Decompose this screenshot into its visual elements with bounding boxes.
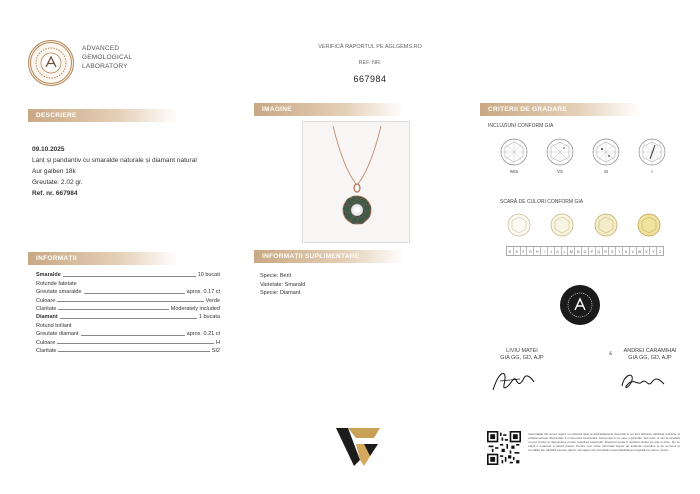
- color-diagrams: [506, 212, 662, 238]
- color-grade-cell: P: [589, 247, 596, 255]
- lab-name-line2: GEMOLOGICAL: [82, 54, 133, 61]
- description-line: Aur galben 18k: [32, 168, 76, 175]
- dotted-leader: [58, 351, 209, 352]
- details-value: aprox. 0.21 ct: [186, 331, 220, 338]
- color-grade-cell: S: [609, 247, 616, 255]
- inclusion-label: VS: [556, 169, 563, 174]
- color-grade-cell: Z: [659, 250, 662, 254]
- details-value: H: [216, 339, 220, 346]
- diamond-diagram-icon: [637, 137, 667, 167]
- gem-monogram-icon: [34, 46, 68, 80]
- inclusion-label: SI: [603, 169, 609, 174]
- details-row: [36, 295, 220, 303]
- color-grade-cell: W: [637, 247, 644, 255]
- details-key: Rotund briliant: [36, 322, 72, 329]
- details-value: 10 bucati: [197, 272, 220, 279]
- verify-report-link[interactable]: VERIFICĂ RAPORTUL PE AGLGEMS.RO: [318, 44, 422, 50]
- details-row: [36, 320, 220, 328]
- inclusion-diagram: [498, 137, 530, 174]
- details-key: Diamant: [36, 314, 58, 321]
- legal-disclaimer: Informațiile din acest raport nu reflectă doar la piatra/bijuteria descrisă și au fost obținute utilizând tehnicile și echipamentele disponibile în momentul examinării. Acest raport nu este o garanție. Nici AGL și nici semnatarii nu pot fi trași la răspundere pentru folosirea raportului. Raportul poate fi verificat online pe site-ul AGL. Nu se oferă o evaluare a valorii pietrei. Pentru mai multe informații legate de acțiunile specifice și de termenii și condițiile ale utilizării acestui raport, vă rugăm să consultați responsabilitatea integrală pe site-ul nostru.: [528, 432, 680, 452]
- details-row: [36, 278, 220, 286]
- report-date: 09.10.2025: [32, 146, 65, 153]
- color-grade-cell: Q: [596, 247, 603, 255]
- inclusion-label: IWS: [509, 169, 519, 174]
- description-line: Lanț și pandantiv cu smaralde naturale și diamant natural: [32, 157, 197, 164]
- dotted-leader: [57, 343, 214, 344]
- details-key: Culoare: [36, 339, 56, 346]
- diamond-color-icon: [549, 212, 575, 238]
- lab-name-line3: LABORATORY: [82, 63, 128, 70]
- color-grade-cell: V: [630, 247, 637, 255]
- color-grade-cell: K: [555, 247, 562, 255]
- signatory-title: GIA GG, GD, AJP: [500, 355, 544, 361]
- signatory-name: ANDREI CARAMIHAI: [623, 348, 677, 354]
- details-key: Rotunde fatetate: [36, 280, 77, 287]
- color-grade-scale: [506, 246, 664, 256]
- color-grade-cell: H: [534, 247, 541, 255]
- details-row: [36, 287, 220, 295]
- color-grade-cell: J: [548, 247, 555, 255]
- color-grade-cell: U: [623, 247, 630, 255]
- details-value: 1 bucata: [198, 314, 220, 321]
- details-row: [36, 346, 220, 354]
- dotted-leader: [81, 335, 185, 336]
- details-table: [36, 270, 220, 354]
- diamond-diagram-icon: [499, 137, 529, 167]
- details-key: Claritate: [36, 347, 57, 354]
- signatory-name: LIVIU MATEI: [506, 348, 538, 354]
- dotted-leader: [84, 293, 185, 294]
- diamond-color-icon: [593, 212, 619, 238]
- signature-left: [490, 366, 538, 396]
- details-row: [36, 337, 220, 345]
- ref-number: 667984: [353, 74, 387, 84]
- details-row: [36, 312, 220, 320]
- additional-info-line: Varietate: Smarald: [260, 281, 306, 288]
- section-header-criterii: CRITERII DE GRADARE: [480, 103, 640, 116]
- additional-info-line: Specie: Diamant: [260, 290, 301, 296]
- diamond-color-icon: [506, 212, 532, 238]
- color-grade-cell: L: [562, 247, 569, 255]
- details-row: [36, 329, 220, 337]
- inclusion-label: I: [651, 169, 653, 174]
- signatory-left: [492, 348, 552, 362]
- lab-name: [82, 44, 132, 71]
- signatory-title: GIA GG, GD, AJP: [628, 355, 672, 361]
- details-key: Claritate: [36, 305, 57, 312]
- signature-separator: &: [609, 351, 613, 357]
- section-header-descriere: DESCRIERE: [28, 109, 178, 122]
- diamond-diagram-icon: [545, 137, 575, 167]
- additional-info-line: Specie: Beril: [260, 273, 291, 279]
- details-value: SI2: [211, 347, 220, 354]
- dotted-leader: [60, 318, 197, 319]
- qr-code[interactable]: [487, 431, 521, 465]
- section-header-imagine: IMAGINE: [254, 103, 404, 116]
- details-key: Culoare: [36, 297, 56, 304]
- details-row: [36, 270, 220, 278]
- color-grade-cell: R: [603, 247, 610, 255]
- inclusions-title: INCLUZIUNI CONFORM GIA: [488, 123, 554, 129]
- color-grade-cell: G: [527, 247, 534, 255]
- pendant-necklace-image: [303, 122, 409, 242]
- additional-info: [260, 272, 305, 298]
- signatory-right: [618, 348, 682, 362]
- color-grade-cell: F: [521, 247, 528, 255]
- description-line: Greutate: 2.02 gr.: [32, 179, 83, 186]
- color-scale-title: SCARĂ DE CULORI CONFORM GIA: [500, 199, 584, 205]
- inclusions-diagrams: [498, 137, 668, 174]
- diamond-diagram-icon: [591, 137, 621, 167]
- description-ref: Ref. nr. 667984: [32, 190, 78, 197]
- dotted-leader: [63, 276, 196, 277]
- color-grade-cell: O: [582, 247, 589, 255]
- details-value: aprox. 0.17 ct: [186, 289, 220, 296]
- details-row: [36, 304, 220, 312]
- color-grade-cell: M: [568, 247, 575, 255]
- details-key: Greutate smaralde: [36, 289, 82, 296]
- color-grade-cell: I: [541, 247, 548, 255]
- gem-monogram-icon: [565, 290, 595, 320]
- details-key: Greutate diamant: [36, 331, 79, 338]
- ref-label: REF. NR.: [358, 60, 382, 66]
- product-photo: [302, 121, 410, 243]
- color-grade-cell: Y: [650, 247, 657, 255]
- diamond-color-icon: [636, 212, 662, 238]
- details-value: Verde: [205, 297, 220, 304]
- lab-stamp-icon: [560, 285, 600, 325]
- dotted-leader: [57, 301, 203, 302]
- color-grade-cell: E: [514, 247, 521, 255]
- brand-logo: [334, 426, 382, 468]
- dotted-leader: [58, 309, 168, 310]
- color-grade-cell: D: [507, 247, 514, 255]
- section-header-informatii: INFORMAȚII: [28, 252, 178, 265]
- inclusion-diagram: [590, 137, 622, 174]
- inclusion-diagram: [544, 137, 576, 174]
- details-value: Moderately included: [170, 305, 220, 312]
- color-grade-cell: N: [575, 247, 582, 255]
- inclusion-diagram: [636, 137, 668, 174]
- description-block: [32, 144, 197, 199]
- lab-name-line1: ADVANCED: [82, 45, 120, 52]
- color-grade-cell: X: [644, 247, 651, 255]
- lab-seal-logo: [28, 40, 74, 86]
- signature-right: [618, 366, 666, 396]
- color-grade-cell: T: [616, 247, 623, 255]
- details-key: Smaralde: [36, 272, 61, 279]
- section-header-suplimentare: INFORMAȚII SUPLIMENTARE: [254, 250, 404, 263]
